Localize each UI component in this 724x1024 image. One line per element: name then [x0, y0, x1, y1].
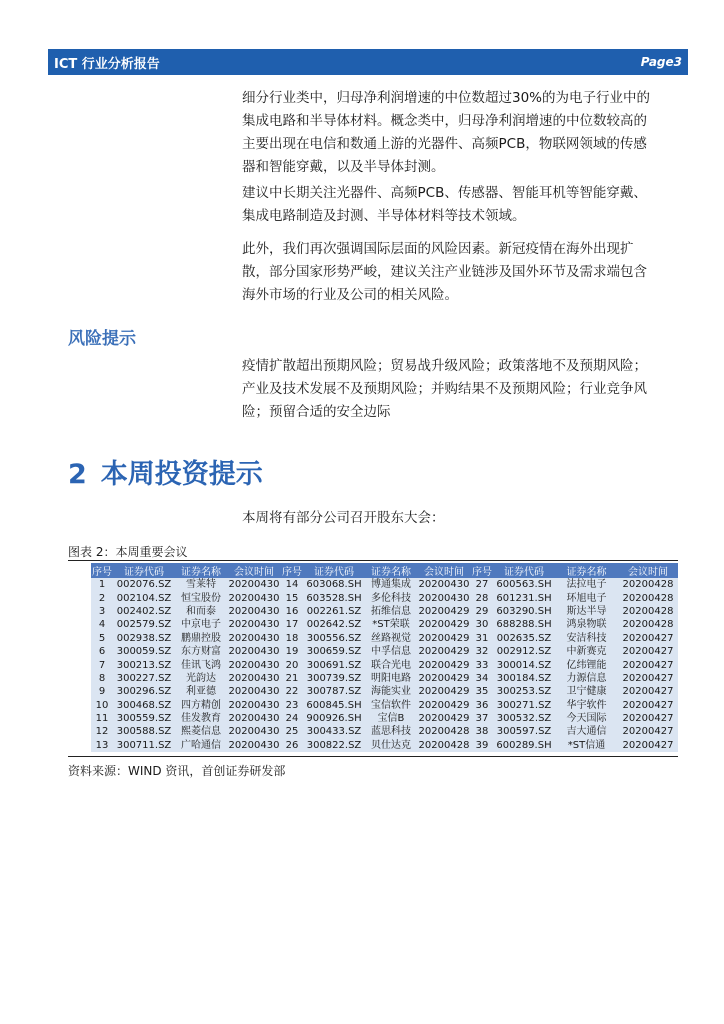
table-row	[91, 739, 678, 752]
table-cell: 20200430	[228, 713, 280, 725]
table-cell: 33	[475, 659, 489, 671]
table-cell: 联合光电	[371, 659, 411, 671]
table-cell: 900926.SH	[306, 713, 362, 725]
table-cell: 300659.SZ	[306, 646, 362, 658]
table-row	[91, 685, 678, 698]
table-cell: 光韵达	[186, 672, 216, 684]
column-header: 序号	[282, 567, 302, 578]
table-cell: 广哈通信	[181, 739, 221, 751]
figure-caption: 图表 2：本周重要会议	[68, 545, 188, 559]
table-cell: 002579.SZ	[116, 619, 172, 631]
table-cell: 603068.SH	[306, 579, 362, 591]
table-cell: 300556.SZ	[306, 632, 362, 644]
table-cell: 20200428	[418, 726, 470, 738]
table-cell: 佳讯飞鸿	[181, 659, 221, 671]
table-cell: 10	[95, 699, 109, 711]
table-cell: 300227.SZ	[116, 672, 172, 684]
table-cell: 鸿泉物联	[566, 619, 607, 631]
table-cell: 20200427	[622, 699, 674, 711]
table-cell: 300184.SZ	[496, 672, 552, 684]
table-cell: 20200429	[418, 672, 470, 684]
table-row	[91, 672, 678, 685]
table-cell: 蓝思科技	[371, 726, 411, 738]
table-cell: 和而泰	[186, 605, 216, 617]
table-row	[91, 578, 678, 591]
table-cell: 300213.SZ	[116, 659, 172, 671]
table-cell: 20200429	[418, 619, 470, 631]
table-cell: 20200428	[622, 619, 674, 631]
table-cell: 23	[285, 699, 299, 711]
table-body	[91, 578, 678, 752]
table-cell: 20200427	[622, 713, 674, 725]
table-cell: 20200428	[418, 739, 470, 751]
table-cell: 20200427	[622, 632, 674, 644]
table-cell: 20200430	[228, 659, 280, 671]
meetings-table-wrap	[91, 563, 678, 752]
paragraph-risk-list: 疫情扩散超出预期风险；贸易战升级风险；政策落地不及预期风险；产业及技术发展不及预期风险；并购结果不及预期风险；行业竞争风险；预留合适的安全边际	[242, 358, 647, 420]
column-header: 证券名称	[566, 567, 607, 578]
table-cell: 雪莱特	[186, 579, 216, 591]
table-cell: 20200430	[228, 619, 280, 631]
table-cell: 20200428	[622, 605, 674, 617]
table-cell: 15	[285, 592, 299, 604]
table-row	[91, 699, 678, 712]
table-cell: 300433.SZ	[306, 726, 362, 738]
paragraph-meetings-intro: 本周将有部分公司召开股东大会：	[242, 510, 445, 526]
table-cell: 688288.SH	[496, 619, 552, 631]
table-cell: 恒宝股份	[181, 592, 221, 604]
table-cell: 4	[98, 619, 106, 631]
table-cell: 18	[285, 632, 299, 644]
table-cell: 鹏鼎控股	[181, 632, 221, 644]
table-cell: 300787.SZ	[306, 686, 362, 698]
table-cell: 力源信息	[566, 672, 607, 684]
table-cell: 20200430	[228, 739, 280, 751]
table-cell: 宝信软件	[371, 699, 411, 711]
table-cell: 20200430	[228, 686, 280, 698]
table-cell: 1	[98, 579, 106, 591]
table-cell: 20200427	[622, 739, 674, 751]
table-cell: 38	[475, 726, 489, 738]
table-cell: 四方精创	[181, 699, 221, 711]
table-cell: 300014.SZ	[496, 659, 552, 671]
table-cell: 今天国际	[566, 713, 607, 725]
table-cell: 002104.SZ	[116, 592, 172, 604]
table-cell: 30	[475, 619, 489, 631]
table-cell: 丝路视觉	[371, 632, 411, 644]
table-cell: 002076.SZ	[116, 579, 172, 591]
table-cell: 300468.SZ	[116, 699, 172, 711]
table-cell: 20200429	[418, 659, 470, 671]
table-cell: 28	[475, 592, 489, 604]
table-cell: 600845.SH	[306, 699, 362, 711]
table-cell: 8	[98, 672, 106, 684]
table-cell: 35	[475, 686, 489, 698]
table-top-rule	[68, 560, 678, 561]
table-cell: 博通集成	[371, 579, 411, 591]
table-cell: 20200430	[418, 579, 470, 591]
report-title: ICT 行业分析报告	[54, 56, 160, 72]
table-cell: 24	[285, 713, 299, 725]
table-cell: 利亚德	[186, 686, 216, 698]
table-cell: 14	[285, 579, 299, 591]
table-cell: 11	[95, 713, 109, 725]
table-cell: 601231.SH	[496, 592, 552, 604]
meetings-table	[91, 563, 678, 752]
table-cell: 20200427	[622, 672, 674, 684]
table-row	[91, 725, 678, 738]
table-cell: 3	[98, 605, 106, 617]
table-row	[91, 712, 678, 725]
table-cell: 中孚信息	[371, 646, 411, 658]
table-cell: 贝仕达克	[371, 739, 411, 751]
table-cell: 20	[285, 659, 299, 671]
table-cell: 20200430	[228, 699, 280, 711]
table-cell: 20200429	[418, 646, 470, 658]
table-cell: 20200429	[418, 632, 470, 644]
table-cell: 6	[98, 646, 106, 658]
table-cell: 603290.SH	[496, 605, 552, 617]
table-cell: 20200429	[418, 713, 470, 725]
table-cell: 300296.SZ	[116, 686, 172, 698]
table-cell: 20200429	[418, 686, 470, 698]
table-cell: 002938.SZ	[116, 632, 172, 644]
table-cell: 27	[475, 579, 489, 591]
table-cell: 22	[285, 686, 299, 698]
column-header: 证券名称	[181, 567, 221, 578]
table-cell: 中新赛克	[566, 646, 607, 658]
table-cell: 宝信B	[377, 713, 405, 725]
table-cell: 20200430	[228, 672, 280, 684]
table-cell: 300739.SZ	[306, 672, 362, 684]
table-cell: 熙菱信息	[181, 726, 221, 738]
table-cell: 300822.SZ	[306, 739, 362, 751]
table-cell: 300588.SZ	[116, 726, 172, 738]
table-row	[91, 645, 678, 658]
table-cell: 29	[475, 605, 489, 617]
table-cell: 20200429	[418, 605, 470, 617]
table-cell: 002642.SZ	[306, 619, 362, 631]
table-cell: 20200427	[622, 686, 674, 698]
table-cell: 拓维信息	[371, 605, 411, 617]
table-cell: 卫宁健康	[566, 686, 607, 698]
table-cell: 300532.SZ	[496, 713, 552, 725]
table-cell: *ST荣联	[372, 619, 410, 631]
page-number: Page3	[640, 55, 682, 69]
table-row	[91, 632, 678, 645]
table-cell: 9	[98, 686, 106, 698]
table-cell: 300271.SZ	[496, 699, 552, 711]
table-cell: 东方财富	[181, 646, 221, 658]
table-cell: 19	[285, 646, 299, 658]
table-cell: 20200428	[622, 592, 674, 604]
table-cell: 20200430	[228, 579, 280, 591]
column-header: 证券代码	[504, 567, 544, 578]
risk-heading: 风险提示	[68, 329, 136, 349]
source-note: 资料来源：WIND 资讯，首创证券研发部	[68, 764, 286, 778]
column-header: 序号	[472, 567, 492, 578]
table-cell: 300711.SZ	[116, 739, 172, 751]
table-cell: 中京电子	[181, 619, 221, 631]
table-cell: 20200428	[622, 579, 674, 591]
table-cell: 002912.SZ	[496, 646, 552, 658]
table-cell: 16	[285, 605, 299, 617]
table-cell: 002402.SZ	[116, 605, 172, 617]
column-header: 会议时间	[234, 567, 274, 578]
table-cell: 亿纬锂能	[566, 659, 607, 671]
table-cell: 20200430	[228, 632, 280, 644]
table-cell: 20200429	[418, 699, 470, 711]
table-cell: 002261.SZ	[306, 605, 362, 617]
table-cell: 20200430	[228, 605, 280, 617]
paragraph-profit-growth: 细分行业类中，归母净利润增速的中位数超过30%的为电子行业中的集成电路和半导体材料。概念类中，归母净利润增速的中位数较高的主要出现在电信和数通上游的光器件、高频PCB，物联网领域的传感器和智能穿戴，以及半导体封测。	[242, 90, 651, 175]
table-cell: 佳发教育	[181, 713, 221, 725]
column-header: 会议时间	[628, 567, 668, 578]
table-cell: 300059.SZ	[116, 646, 172, 658]
column-header: 会议时间	[424, 567, 464, 578]
table-row	[91, 618, 678, 631]
table-cell: 华宇软件	[566, 699, 607, 711]
table-cell: 603528.SH	[306, 592, 362, 604]
column-header: 证券代码	[124, 567, 164, 578]
table-bottom-rule	[68, 756, 678, 757]
table-cell: 20200427	[622, 726, 674, 738]
table-row	[91, 591, 678, 604]
table-cell: 安洁科技	[566, 632, 607, 644]
table-cell: 300559.SZ	[116, 713, 172, 725]
table-cell: 20200430	[228, 592, 280, 604]
table-cell: 300597.SZ	[496, 726, 552, 738]
column-header: 证券代码	[314, 567, 354, 578]
section-title: 本周投资提示	[100, 459, 263, 490]
table-cell: 20200430	[418, 592, 470, 604]
table-cell: *ST信通	[567, 739, 606, 751]
table-header-row	[91, 563, 678, 578]
table-cell: 12	[95, 726, 109, 738]
table-cell: 39	[475, 739, 489, 751]
table-cell: 34	[475, 672, 489, 684]
table-cell: 20200430	[228, 726, 280, 738]
table-cell: 37	[475, 713, 489, 725]
table-cell: 20200427	[622, 646, 674, 658]
header-bar	[48, 49, 688, 75]
table-cell: 明阳电路	[371, 672, 411, 684]
table-cell: 300691.SZ	[306, 659, 362, 671]
table-cell: 5	[98, 632, 106, 644]
table-cell: 海能实业	[371, 686, 411, 698]
section-number: 2	[68, 459, 87, 490]
table-cell: 36	[475, 699, 489, 711]
table-cell: 斯达半导	[566, 605, 607, 617]
paragraph-international-risk: 此外，我们再次强调国际层面的风险因素。新冠疫情在海外出现扩散，部分国家形势严峻，建议关注产业链涉及国外环节及需求端包含海外市场的行业及公司的相关风险。	[242, 241, 647, 303]
table-cell: 600289.SH	[496, 739, 552, 751]
table-cell: 2	[98, 592, 106, 604]
table-row	[91, 658, 678, 671]
table-cell: 13	[95, 739, 109, 751]
column-header: 证券名称	[371, 567, 411, 578]
table-cell: 21	[285, 672, 299, 684]
table-cell: 17	[285, 619, 299, 631]
table-cell: 7	[98, 659, 106, 671]
table-row	[91, 605, 678, 618]
table-cell: 300253.SZ	[496, 686, 552, 698]
column-header: 序号	[92, 567, 112, 578]
table-cell: 32	[475, 646, 489, 658]
table-cell: 002635.SZ	[496, 632, 552, 644]
table-cell: 环旭电子	[566, 592, 607, 604]
table-cell: 31	[475, 632, 489, 644]
table-cell: 吉大通信	[566, 726, 607, 738]
table-cell: 多伦科技	[371, 592, 411, 604]
table-cell: 20200430	[228, 646, 280, 658]
table-cell: 600563.SH	[496, 579, 552, 591]
section-heading	[68, 452, 263, 491]
table-cell: 25	[285, 726, 299, 738]
paragraph-recommendation: 建议中长期关注光器件、高频PCB、传感器、智能耳机等智能穿戴、集成电路制造及封测、半导体材料等技术领域。	[242, 185, 647, 224]
table-cell: 20200427	[622, 659, 674, 671]
table-cell: 法拉电子	[566, 579, 607, 591]
table-cell: 26	[285, 739, 299, 751]
